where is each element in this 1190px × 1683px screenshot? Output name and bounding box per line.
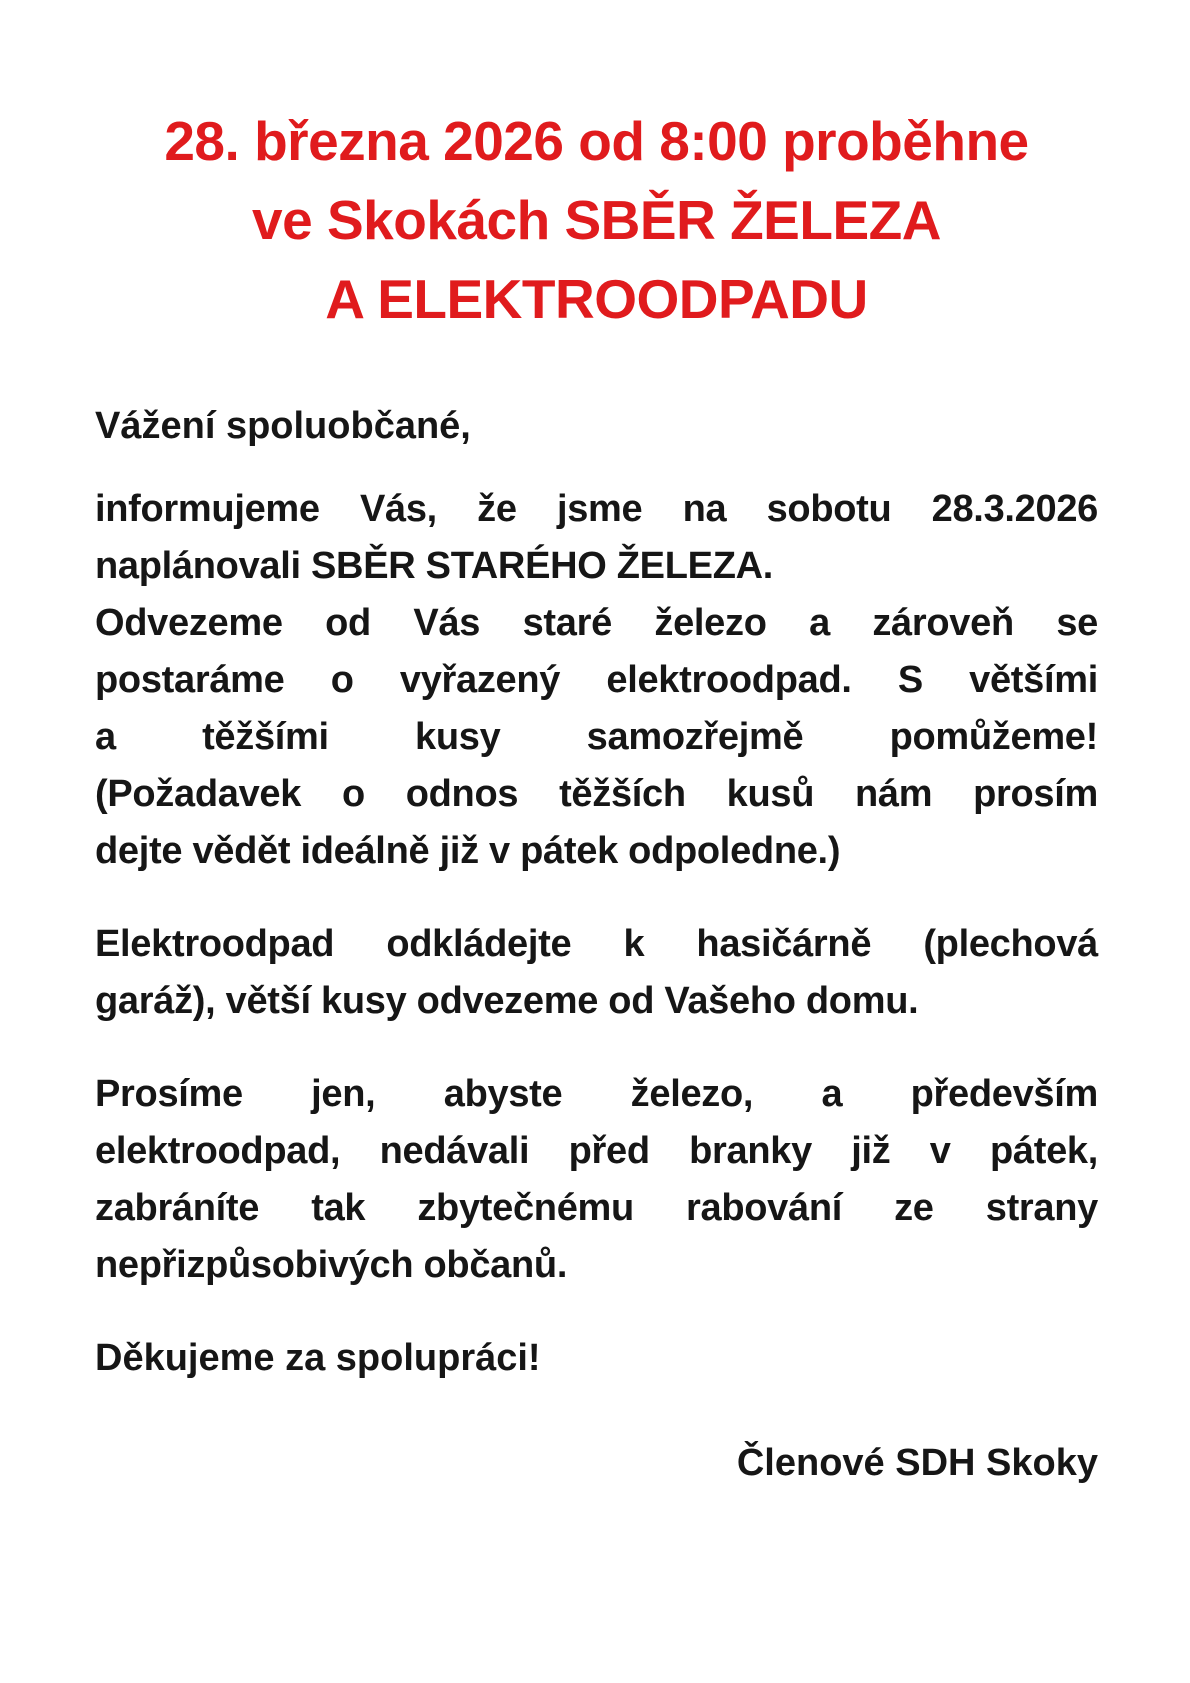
flyer-title-line-2: ve Skokách SBĚR ŽELEZA — [252, 189, 941, 252]
paragraph-friday-warning — [95, 1066, 1098, 1294]
flyer-title-line-3: A ELEKTROODPADU — [325, 268, 868, 331]
signature: Členové SDH Skoky — [736, 1441, 1098, 1484]
text-line: postaráme o vyřazený elektroodpad. S většími — [95, 658, 1098, 701]
flyer-title-line-1: 28. března 2026 od 8:00 proběhne — [164, 110, 1029, 172]
thanks-line: Děkujeme za spolupráci! — [95, 1336, 541, 1379]
text-line: (Požadavek o odnos těžších kusů nám prosím — [95, 772, 1098, 815]
flyer-title — [95, 102, 1098, 340]
text-line: garáž), větší kusy odvezeme od Vašeho domu. — [95, 979, 919, 1022]
text-line: elektroodpad, nedávali před branky již v pátek, — [95, 1129, 1098, 1172]
paragraph-collection-info — [95, 481, 1098, 880]
text-line: naplánovali SBĚR STARÉHO ŽELEZA. — [95, 544, 773, 587]
text-line: a těžšími kusy samozřejmě pomůžeme! — [95, 715, 1098, 758]
text-line: Elektroodpad odkládejte k hasičárně (plechová — [95, 922, 1098, 965]
text-line: informujeme Vás, že jsme na sobotu 28.3.2026 — [95, 487, 1098, 530]
salutation: Vážení spoluobčané, — [95, 404, 471, 447]
paragraph-electro-dropoff — [95, 916, 1098, 1030]
text-line: zabráníte tak zbytečnému rabování ze strany — [95, 1186, 1098, 1229]
text-line: nepřizpůsobivých občanů. — [95, 1243, 568, 1286]
text-line: Odvezeme od Vás staré železo a zároveň se — [95, 601, 1098, 644]
text-line: dejte vědět ideálně již v pátek odpoledne.) — [95, 829, 841, 872]
text-line: Prosíme jen, abyste železo, a především — [95, 1072, 1098, 1115]
